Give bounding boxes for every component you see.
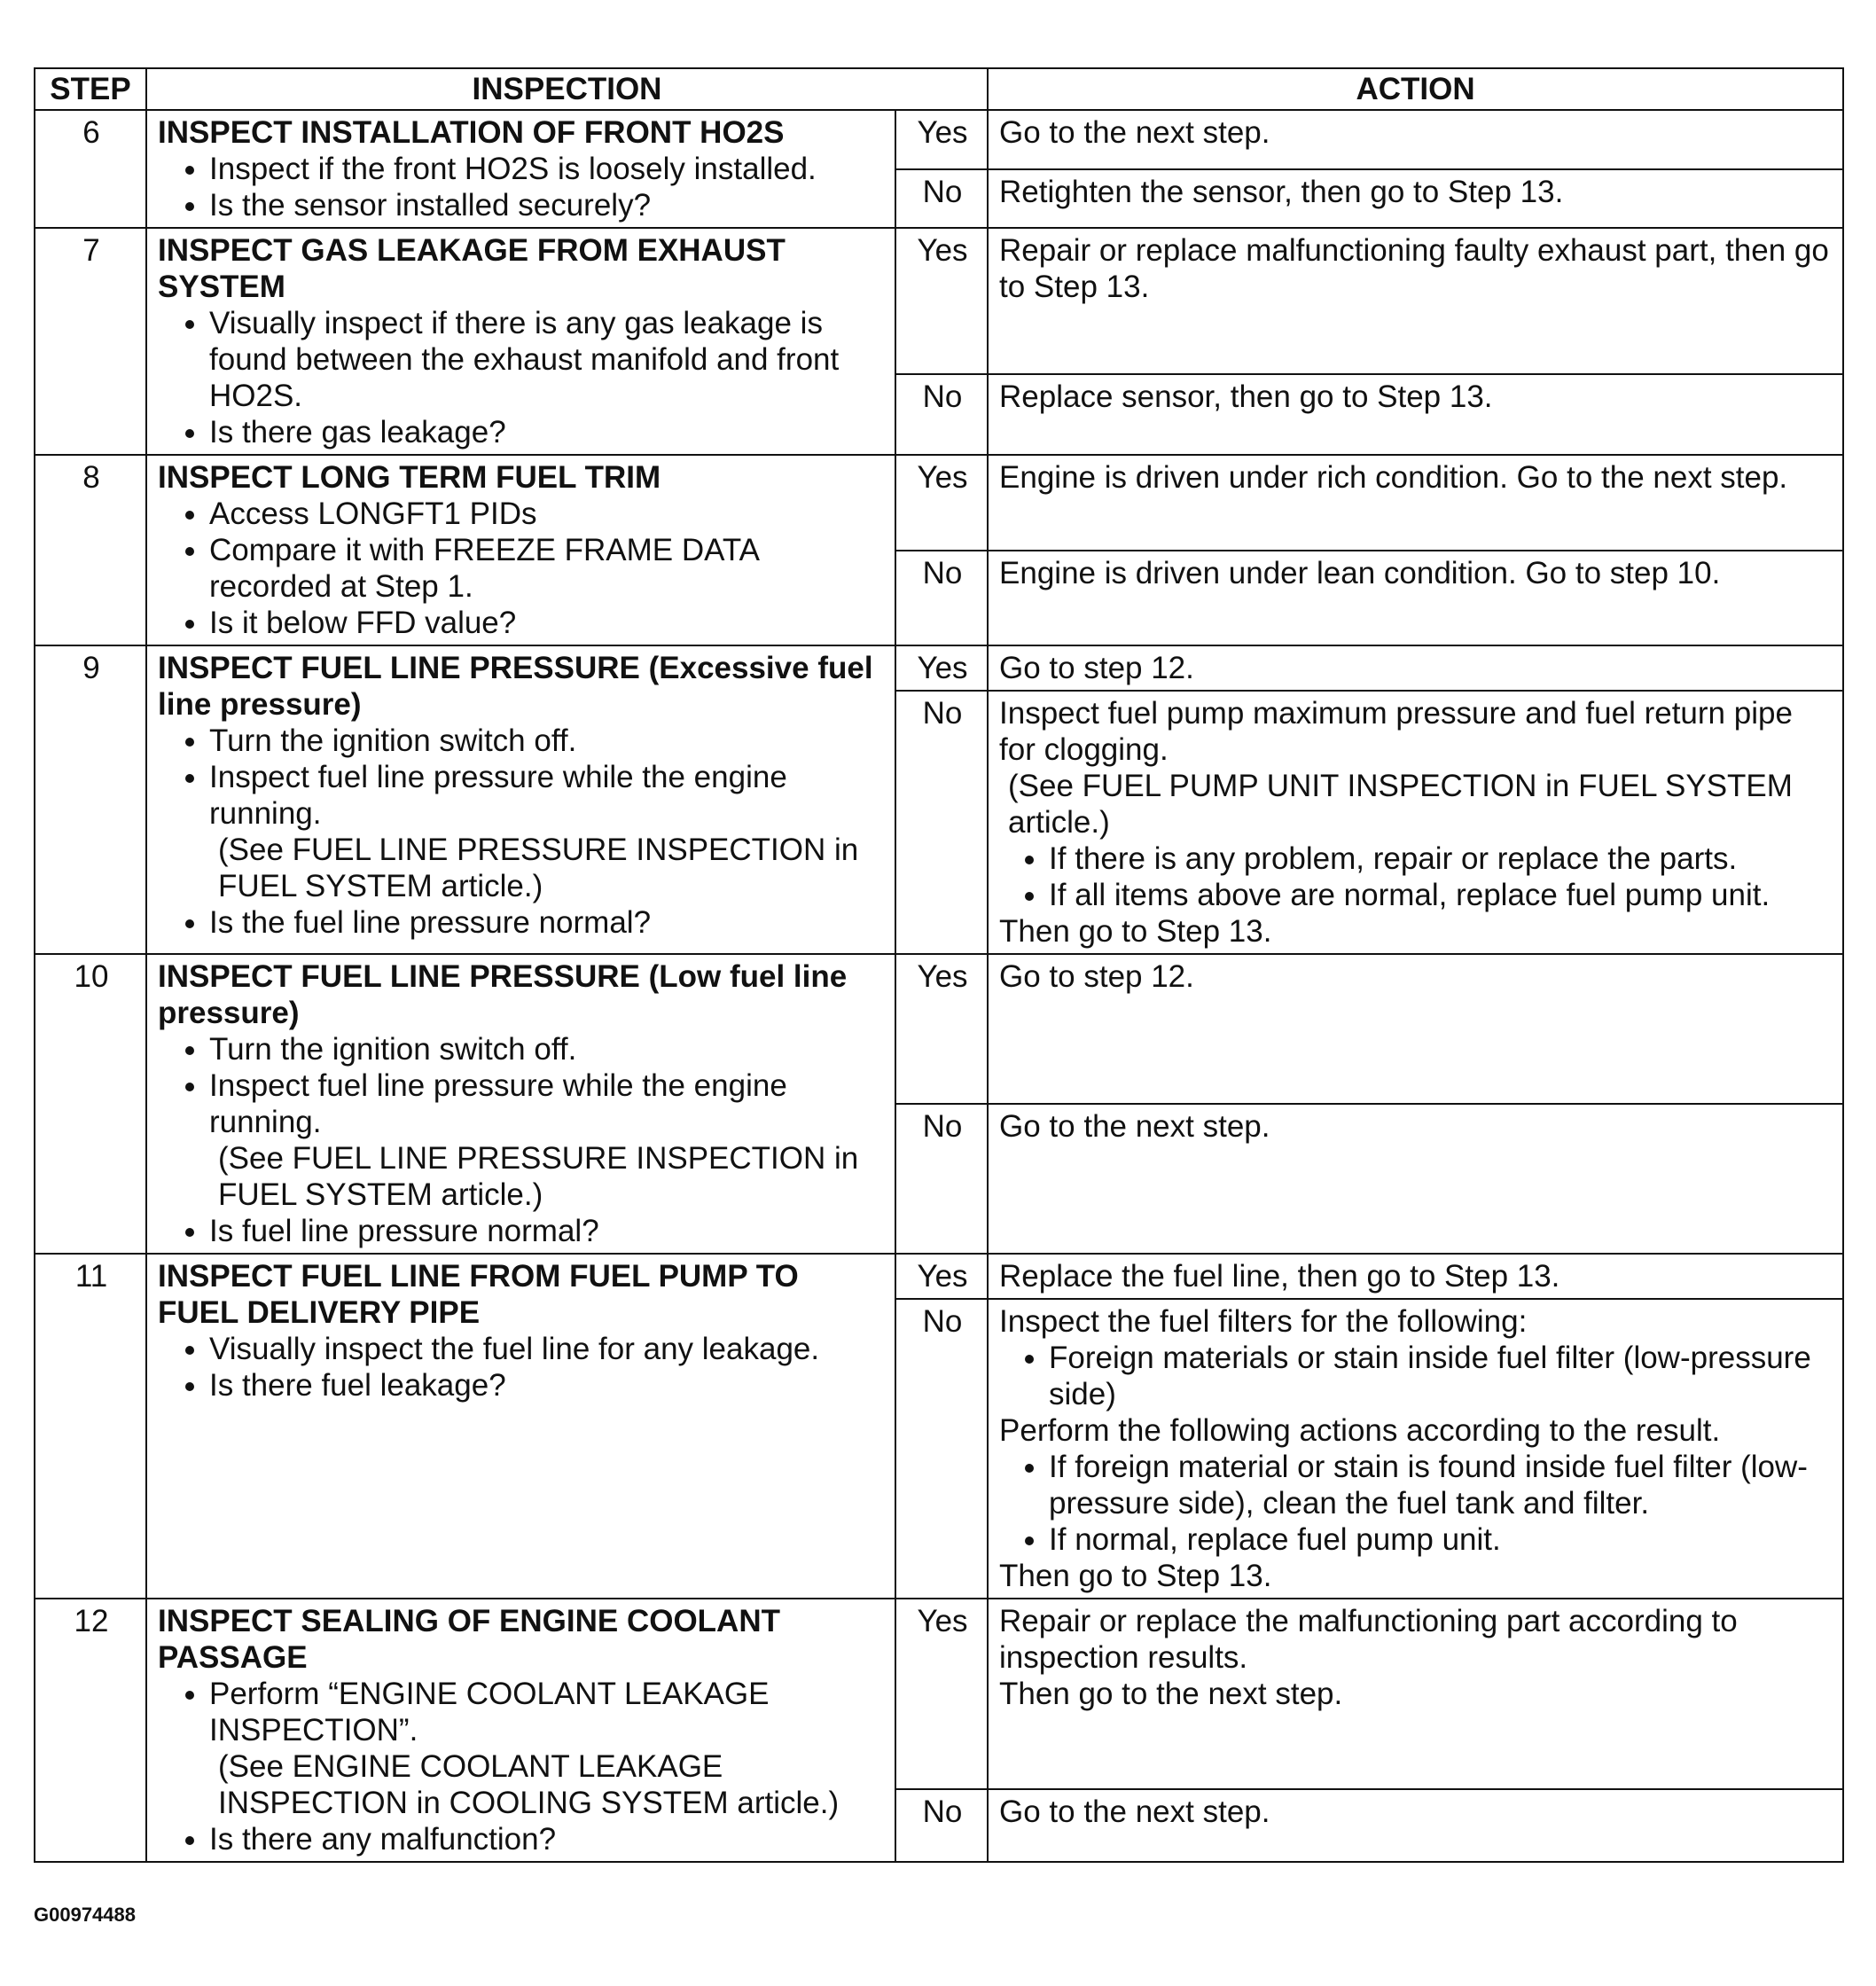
action-item: • If there is any problem, repair or replace the parts. bbox=[1049, 841, 1833, 877]
step-title: INSPECT INSTALLATION OF FRONT HO2S bbox=[158, 115, 785, 150]
yes-label: Yes bbox=[895, 1254, 988, 1299]
action-line: Replace sensor, then go to Step 13. bbox=[999, 379, 1493, 414]
diagnostic-table bbox=[34, 67, 1844, 1863]
inspection-cell bbox=[146, 455, 895, 645]
action-line: Retighten the sensor, then go to Step 13. bbox=[999, 174, 1564, 209]
action-item: • If foreign material or stain is found inside fuel filter (low-pressure side), clean the fuel tank and filter. bbox=[1049, 1449, 1833, 1521]
yes-label: Yes bbox=[895, 110, 988, 169]
action-line: Repair or replace malfunctioning faulty exhaust part, then go to Step 13. bbox=[999, 233, 1829, 304]
action-line: Go to the next step. bbox=[999, 115, 1270, 150]
yes-action bbox=[988, 645, 1843, 691]
header-row bbox=[35, 68, 1843, 110]
inspection-item: • Visually inspect the fuel line for any leakage. bbox=[209, 1331, 886, 1367]
inspection-item: • Is there any malfunction? bbox=[209, 1821, 886, 1857]
inspection-item: • Turn the ignition switch off. bbox=[209, 723, 886, 759]
step-number: 11 bbox=[35, 1254, 146, 1599]
inspection-item-text: Perform “ENGINE COOLANT LEAKAGE INSPECTION”. bbox=[209, 1677, 770, 1748]
step-row-yes bbox=[35, 1599, 1843, 1789]
step-number: 7 bbox=[35, 228, 146, 455]
header-step: STEP bbox=[35, 68, 146, 110]
yes-label: Yes bbox=[895, 645, 988, 691]
header-inspection: INSPECTION bbox=[146, 68, 988, 110]
action-list bbox=[999, 1340, 1833, 1412]
yes-action bbox=[988, 455, 1843, 551]
action-line: Inspect the fuel filters for the following: bbox=[999, 1304, 1528, 1339]
no-label: No bbox=[895, 691, 988, 954]
yes-label: Yes bbox=[895, 954, 988, 1104]
inspection-item bbox=[209, 1676, 886, 1821]
step-row-yes bbox=[35, 110, 1843, 169]
step-number: 8 bbox=[35, 455, 146, 645]
inspection-list bbox=[158, 496, 886, 641]
no-action bbox=[988, 1789, 1843, 1862]
action-line: Go to the next step. bbox=[999, 1109, 1270, 1144]
no-label: No bbox=[895, 551, 988, 646]
yes-action bbox=[988, 954, 1843, 1104]
inspection-list bbox=[158, 305, 886, 450]
action-line: Perform the following actions according to the result. bbox=[999, 1413, 1721, 1448]
yes-action bbox=[988, 110, 1843, 169]
step-number: 10 bbox=[35, 954, 146, 1254]
no-label: No bbox=[895, 1104, 988, 1254]
no-label: No bbox=[895, 1789, 988, 1862]
no-action bbox=[988, 374, 1843, 455]
inspection-list bbox=[158, 723, 886, 941]
action-line: Go to step 12. bbox=[999, 651, 1194, 685]
inspection-item: • Is the sensor installed securely? bbox=[209, 187, 886, 223]
action-line: Then go to the next step. bbox=[999, 1677, 1343, 1711]
inspection-cell bbox=[146, 1599, 895, 1862]
step-title: INSPECT GAS LEAKAGE FROM EXHAUST SYSTEM bbox=[158, 233, 786, 304]
yes-action bbox=[988, 1254, 1843, 1299]
action-line: Engine is driven under rich condition. Go to the next step. bbox=[999, 460, 1788, 495]
inspection-cell bbox=[146, 228, 895, 455]
inspection-item: • Is it below FFD value? bbox=[209, 605, 886, 641]
step-row-yes bbox=[35, 228, 1843, 374]
no-action bbox=[988, 1104, 1843, 1254]
no-label: No bbox=[895, 169, 988, 229]
yes-label: Yes bbox=[895, 228, 988, 374]
inspection-list bbox=[158, 1676, 886, 1857]
inspection-item bbox=[209, 759, 886, 904]
action-line: Replace the fuel line, then go to Step 13. bbox=[999, 1259, 1560, 1294]
inspection-item-text: Inspect fuel line pressure while the engine running. bbox=[209, 760, 787, 831]
yes-action bbox=[988, 1599, 1843, 1789]
step-row-yes bbox=[35, 455, 1843, 551]
action-list bbox=[999, 1449, 1833, 1558]
inspection-item: • Is the fuel line pressure normal? bbox=[209, 904, 886, 941]
step-title: INSPECT LONG TERM FUEL TRIM bbox=[158, 460, 661, 495]
action-item: • Foreign materials or stain inside fuel filter (low-pressure side) bbox=[1049, 1340, 1833, 1412]
action-line: Then go to Step 13. bbox=[999, 914, 1272, 949]
inspection-list bbox=[158, 1031, 886, 1249]
inspection-list bbox=[158, 151, 886, 223]
inspection-item: • Is fuel line pressure normal? bbox=[209, 1213, 886, 1249]
inspection-item: • Is there fuel leakage? bbox=[209, 1367, 886, 1403]
step-title: INSPECT FUEL LINE PRESSURE (Excessive fuel line pressure) bbox=[158, 651, 873, 722]
action-line: Inspect fuel pump maximum pressure and fuel return pipe for clogging. bbox=[999, 696, 1793, 767]
inspection-cell bbox=[146, 645, 895, 954]
inspection-item: • Visually inspect if there is any gas leakage is found between the exhaust manifold and front HO2S. bbox=[209, 305, 886, 414]
inspection-item: • Compare it with FREEZE FRAME DATA recorded at Step 1. bbox=[209, 532, 886, 605]
step-row-yes bbox=[35, 954, 1843, 1104]
no-action bbox=[988, 691, 1843, 954]
reference-note: (See ENGINE COOLANT LEAKAGE INSPECTION in COOLING SYSTEM article.) bbox=[218, 1749, 840, 1820]
inspection-item: • Turn the ignition switch off. bbox=[209, 1031, 886, 1067]
yes-label: Yes bbox=[895, 455, 988, 551]
action-line: Go to step 12. bbox=[999, 959, 1194, 994]
no-label: No bbox=[895, 1299, 988, 1599]
figure-code: G00974488 bbox=[34, 1904, 136, 1926]
inspection-item bbox=[209, 1067, 886, 1213]
step-number: 9 bbox=[35, 645, 146, 954]
inspection-item: • Access LONGFT1 PIDs bbox=[209, 496, 886, 532]
reference-note: (See FUEL LINE PRESSURE INSPECTION in FUEL SYSTEM article.) bbox=[218, 1141, 859, 1212]
action-item: • If all items above are normal, replace fuel pump unit. bbox=[1049, 877, 1833, 913]
action-line: Engine is driven under lean condition. Go to step 10. bbox=[999, 555, 1721, 590]
step-title: INSPECT FUEL LINE PRESSURE (Low fuel line pressure) bbox=[158, 959, 848, 1030]
step-title: INSPECT SEALING OF ENGINE COOLANT PASSAGE bbox=[158, 1604, 780, 1675]
no-action bbox=[988, 169, 1843, 229]
inspection-cell bbox=[146, 954, 895, 1254]
step-title: INSPECT FUEL LINE FROM FUEL PUMP TO FUEL DELIVERY PIPE bbox=[158, 1259, 799, 1330]
reference-note: (See FUEL PUMP UNIT INSPECTION in FUEL SYSTEM article.) bbox=[1008, 769, 1793, 840]
yes-label: Yes bbox=[895, 1599, 988, 1789]
action-line: Then go to Step 13. bbox=[999, 1559, 1272, 1593]
inspection-list bbox=[158, 1331, 886, 1403]
header-action: ACTION bbox=[988, 68, 1843, 110]
action-line: Repair or replace the malfunctioning part according to inspection results. bbox=[999, 1604, 1738, 1675]
inspection-cell bbox=[146, 1254, 895, 1599]
yes-action bbox=[988, 228, 1843, 374]
no-action bbox=[988, 551, 1843, 646]
no-action bbox=[988, 1299, 1843, 1599]
action-list bbox=[999, 841, 1833, 913]
step-row-yes bbox=[35, 1254, 1843, 1299]
no-label: No bbox=[895, 374, 988, 455]
step-number: 12 bbox=[35, 1599, 146, 1862]
inspection-item-text: Inspect fuel line pressure while the engine running. bbox=[209, 1068, 787, 1139]
inspection-item: • Inspect if the front HO2S is loosely installed. bbox=[209, 151, 886, 187]
inspection-item: • Is there gas leakage? bbox=[209, 414, 886, 450]
step-number: 6 bbox=[35, 110, 146, 228]
action-line: Go to the next step. bbox=[999, 1794, 1270, 1829]
action-item: • If normal, replace fuel pump unit. bbox=[1049, 1521, 1833, 1558]
inspection-cell bbox=[146, 110, 895, 228]
reference-note: (See FUEL LINE PRESSURE INSPECTION in FUEL SYSTEM article.) bbox=[218, 833, 859, 903]
step-row-yes bbox=[35, 645, 1843, 691]
